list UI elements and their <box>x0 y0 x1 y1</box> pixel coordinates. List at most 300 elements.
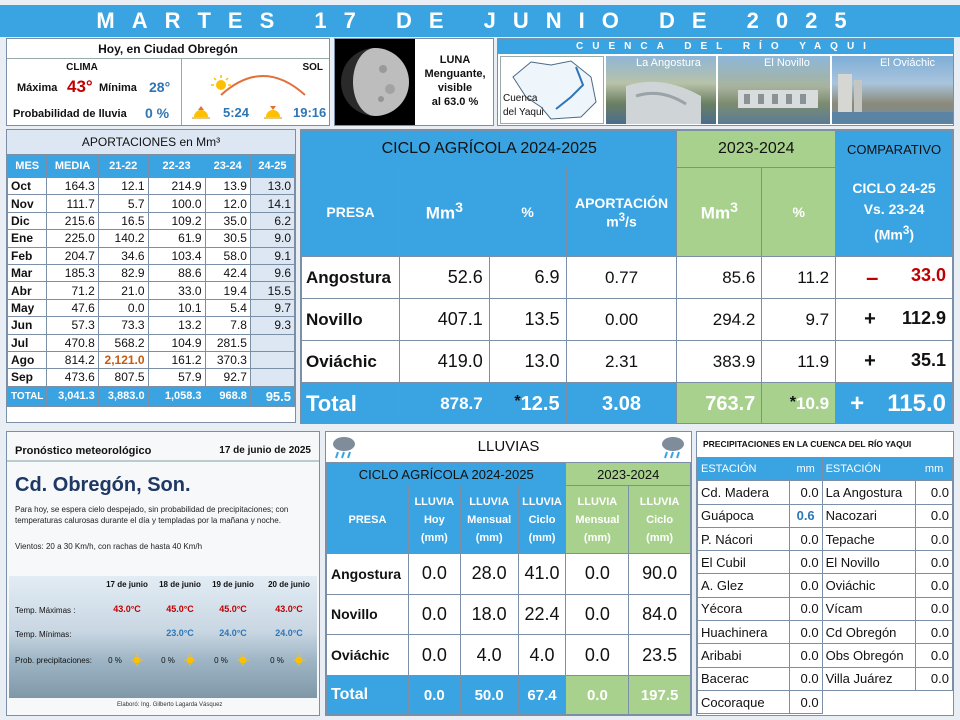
rain-total-cell: 0.0 <box>566 676 629 715</box>
forecast-day-label: 19 de junio <box>212 580 254 589</box>
inflows-cell <box>250 369 294 386</box>
sun-icon <box>184 654 196 666</box>
maxima-label: Máxima <box>17 82 58 94</box>
inflows-cell: 73.3 <box>98 317 148 334</box>
cycle-col-aport-unit: $m^3/s$ <box>606 210 637 230</box>
weather-section <box>7 59 182 125</box>
inflows-cell: 9.6 <box>250 264 294 281</box>
precip-row <box>698 644 953 667</box>
cycle-cell: 407.1 <box>399 299 489 341</box>
inflows-cell: 215.6 <box>47 212 98 229</box>
inflows-month: Nov <box>8 195 47 212</box>
inflows-row <box>8 264 295 281</box>
precip-station: El Novillo <box>822 551 916 574</box>
inflows-cell: 164.3 <box>47 178 98 195</box>
inflows-cell: 225.0 <box>47 230 98 247</box>
precip-title: PRECIPITACIONES EN LA CUENCA DEL RÍO YAQUI <box>703 439 912 449</box>
precip-row <box>698 481 953 504</box>
today-heading: Hoy, en Ciudad Obregón <box>7 39 329 59</box>
clima-label: CLIMA <box>66 62 98 73</box>
inflows-total-cell: 1,058.3 <box>148 386 205 406</box>
inflows-cell: 100.0 <box>148 195 205 212</box>
rain-prob-label: Probabilidad de lluvia <box>13 108 127 120</box>
inflows-cell: 35.0 <box>205 212 250 229</box>
inflows-cell: 161.2 <box>148 351 205 368</box>
inflows-cell: 473.6 <box>47 369 98 386</box>
comp-sign: – <box>866 264 879 290</box>
precip-station: Cd Obregón <box>822 621 916 644</box>
minima-label: Mínima <box>99 82 137 94</box>
inflows-row <box>8 178 295 195</box>
cycle-prev-title: 2023-2024 <box>677 131 836 168</box>
precip-station: La Angostura <box>822 481 916 504</box>
cycle-col-prev-pct: % <box>762 168 836 257</box>
inflows-cell: 185.3 <box>47 264 98 281</box>
inflows-row <box>8 351 295 368</box>
precip-value: 0.0 <box>789 597 822 620</box>
inflows-total-label: TOTAL <box>8 386 47 406</box>
inflows-total-cell: 968.8 <box>205 386 250 406</box>
moon-panel <box>334 38 494 126</box>
dam-novillo-label: El Novillo <box>764 57 810 69</box>
rain-cycle-current: CICLO AGRÍCOLA 2024-2025 <box>327 463 566 486</box>
comp-value: 35.1 <box>910 350 946 370</box>
precip-value: 0.0 <box>789 527 822 550</box>
precip-station: Huachinera <box>698 621 790 644</box>
inflows-total-cell: 3,883.0 <box>98 386 148 406</box>
rain-cycle-prev: 2023-2024 <box>566 463 691 486</box>
inflows-cell: 281.5 <box>205 334 250 351</box>
forecast-day-prob: 0 % <box>108 656 122 665</box>
basin-map <box>500 56 604 124</box>
inflows-cell: 6.2 <box>250 212 294 229</box>
precip-value: 0.0 <box>916 527 953 550</box>
sunset-icon <box>263 105 283 119</box>
rain-cell: 0.0 <box>566 635 629 676</box>
inflows-total-cell: 3,041.3 <box>47 386 98 406</box>
cycle-table <box>301 130 953 424</box>
inflows-cell: 71.2 <box>47 282 98 299</box>
basin-title: CUENCA DEL RÍO YAQUI <box>498 39 953 54</box>
cycle-cell: 11.2 <box>762 257 836 299</box>
rain-cell: 22.4 <box>518 594 566 635</box>
cycle-col-aport-label: APORTACIÓN <box>574 194 669 211</box>
cycle-total-prev-pct: 10.9 <box>796 394 830 413</box>
rain-col-mensual: LLUVIA Mensual (mm) <box>460 486 518 553</box>
basin-map-label-1: Cuenca <box>503 93 538 104</box>
cycle-col-comp-3: (Mm$^3$) <box>874 224 915 243</box>
forecast-day-label: 20 de junio <box>268 580 310 589</box>
forecast-wind: Vientos: 20 a 30 Km/h, con rachas de hasta 40 Km/h <box>15 542 203 551</box>
cycle-cell: 52.6 <box>399 257 489 299</box>
inflows-row <box>8 299 295 316</box>
precip-station: El Cubil <box>698 551 790 574</box>
inflows-cell: 9.1 <box>250 247 294 264</box>
cycle-cell: 2.31 <box>566 341 677 383</box>
inflows-total-cell: 95.5 <box>250 386 294 406</box>
inflows-cell: 92.7 <box>205 369 250 386</box>
cycle-total-label: Total <box>302 383 400 425</box>
rain-cell: 18.0 <box>460 594 518 635</box>
inflows-cell: 58.0 <box>205 247 250 264</box>
cycle-cell: 11.9 <box>762 341 836 383</box>
cycle-total-cell: *10.9 <box>762 383 836 425</box>
forecast-day-prob: 0 % <box>270 656 284 665</box>
precip-station: Nacozari <box>822 504 916 527</box>
inflows-cell: 2,121.0 <box>98 351 148 368</box>
forecast-day-max: 45.0°C <box>166 604 194 614</box>
precip-station: Guápoca <box>698 504 790 527</box>
precip-value: 0.0 <box>916 644 953 667</box>
inflows-cell: 13.0 <box>250 178 294 195</box>
forecast-day-max: 45.0°C <box>219 604 247 614</box>
rain-cell: 0.0 <box>408 594 460 635</box>
inflows-month: Jun <box>8 317 47 334</box>
precip-col-station: ESTACIÓN <box>698 458 790 481</box>
rain-cell: 28.0 <box>460 553 518 594</box>
rain-row <box>327 553 691 594</box>
rain-col-presa: PRESA <box>327 486 409 553</box>
precip-station: Tepache <box>822 527 916 550</box>
moon-text <box>417 53 493 109</box>
rain-panel <box>325 431 692 716</box>
rain-row-name: Novillo <box>327 594 409 635</box>
forecast-grid <box>9 576 317 698</box>
forecast-title: Pronóstico meteorológico <box>15 445 152 457</box>
inflows-cell: 13.9 <box>205 178 250 195</box>
rain-col-prev-mensual: LLUVIA Mensual (mm) <box>566 486 629 553</box>
inflows-header: 21-22 <box>98 155 148 178</box>
cycle-total-cell: 763.7 <box>677 383 762 425</box>
moon-label: LUNA <box>439 54 471 66</box>
precip-row <box>698 597 953 620</box>
cycle-cell: 383.9 <box>677 341 762 383</box>
precip-value: 0.0 <box>916 597 953 620</box>
inflows-month: Mar <box>8 264 47 281</box>
rain-cell: 4.0 <box>518 635 566 676</box>
precip-row <box>698 621 953 644</box>
inflows-cell: 13.2 <box>148 317 205 334</box>
rain-cloud-icon <box>330 433 358 461</box>
cycle-total-cell: 3.08 <box>566 383 677 425</box>
rain-prob-value: 0 % <box>145 105 170 121</box>
inflows-cell: 19.4 <box>205 282 250 299</box>
cycle-col-aport <box>566 168 677 257</box>
inflows-cell: 7.8 <box>205 317 250 334</box>
inflows-row <box>8 230 295 247</box>
inflows-month: Feb <box>8 247 47 264</box>
precip-station: Cocoraque <box>698 690 790 713</box>
rain-row <box>327 594 691 635</box>
cycle-comp-title: COMPARATIVO <box>836 131 953 168</box>
inflows-row <box>8 317 295 334</box>
sun-icon <box>293 654 305 666</box>
precip-station: Villa Juárez <box>822 667 916 690</box>
precip-value: 0.6 <box>789 504 822 527</box>
forecast-day-min: 24.0°C <box>219 628 247 638</box>
precip-value: 0.0 <box>916 667 953 690</box>
forecast-author: Elaboró: Ing. Gilberto Lagarda Vásquez <box>117 702 223 708</box>
rain-cell: 4.0 <box>460 635 518 676</box>
inflows-month: Jul <box>8 334 47 351</box>
cycle-cell: 294.2 <box>677 299 762 341</box>
cycle-total-pct: 12.5 <box>520 392 560 415</box>
cycle-cell: 85.6 <box>677 257 762 299</box>
maxima-value: 43° <box>67 77 93 96</box>
precip-value: 0.0 <box>916 481 953 504</box>
inflows-header: MEDIA <box>47 155 98 178</box>
precip-station: Vícam <box>822 597 916 620</box>
inflows-cell <box>250 334 294 351</box>
cycle-col-pct: % <box>489 168 566 257</box>
precip-row <box>698 504 953 527</box>
inflows-cell: 12.0 <box>205 195 250 212</box>
sunrise-time: 5:24 <box>223 105 250 120</box>
precip-station <box>822 690 916 713</box>
cycle-panel <box>300 129 954 424</box>
inflows-header: 23-24 <box>205 155 250 178</box>
inflows-cell: 9.0 <box>250 230 294 247</box>
inflows-cell: 214.9 <box>148 178 205 195</box>
inflows-row <box>8 247 295 264</box>
sunset-time: 19:16 <box>293 105 327 120</box>
rain-cloud-icon <box>659 433 687 461</box>
rain-cell: 84.0 <box>629 594 691 635</box>
inflows-cell: 14.1 <box>250 195 294 212</box>
rain-row-name: Angostura <box>327 553 409 594</box>
inflows-cell: 103.4 <box>148 247 205 264</box>
cycle-total-cell: 878.7 <box>399 383 489 425</box>
inflows-header: 24-25 <box>250 155 294 178</box>
forecast-text: Para hoy, se espera cielo despejado, sin probabilidad de precipitaciones; con temperaturas calurosas durante el día y templadas por la mañana y noche. <box>15 505 289 525</box>
comp-value: 115.0 <box>887 390 946 417</box>
inflows-month: Abr <box>8 282 47 299</box>
precip-value: 0.0 <box>789 690 822 713</box>
inflows-cell: 16.5 <box>98 212 148 229</box>
rain-cell: 0.0 <box>566 553 629 594</box>
comp-sign: + <box>864 308 876 330</box>
forecast-header <box>7 432 319 462</box>
precip-value: 0.0 <box>789 551 822 574</box>
dam-photo-angostura <box>606 56 716 124</box>
dam-angostura-label: La Angostura <box>636 57 701 69</box>
page-title: MARTES 17 DE JUNIO DE 2025 <box>0 5 960 37</box>
inflows-cell: 30.5 <box>205 230 250 247</box>
forecast-row-min: Temp. Mínimas: <box>15 630 72 639</box>
inflows-cell: 9.3 <box>250 317 294 334</box>
inflows-month: Ene <box>8 230 47 247</box>
comp-value: 33.0 <box>910 264 946 285</box>
comp-sign: + <box>864 350 876 372</box>
rain-cell: 41.0 <box>518 553 566 594</box>
rain-row <box>327 635 691 676</box>
rain-cell: 0.0 <box>408 635 460 676</box>
minima-value: 28° <box>149 79 171 95</box>
inflows-cell <box>250 351 294 368</box>
precip-value: 0.0 <box>789 644 822 667</box>
precip-station: Yécora <box>698 597 790 620</box>
moon-image <box>335 39 415 125</box>
moon-phase: Menguante, <box>424 68 486 80</box>
precip-station: P. Nácori <box>698 527 790 550</box>
rain-cell: 0.0 <box>408 553 460 594</box>
sun-icon <box>237 654 249 666</box>
inflows-cell: 5.7 <box>98 195 148 212</box>
inflows-cell: 12.1 <box>98 178 148 195</box>
cycle-col-comp <box>836 168 953 257</box>
cycle-col-prev-mm3: Mm$^3$ <box>677 168 762 257</box>
precip-value: 0.0 <box>789 481 822 504</box>
precip-value: 0.0 <box>916 574 953 597</box>
forecast-day-max: 43.0°C <box>113 604 141 614</box>
cycle-row-name: Oviáchic <box>302 341 400 383</box>
inflows-cell: 88.6 <box>148 264 205 281</box>
precip-station: Cd. Madera <box>698 481 790 504</box>
sol-label: SOL <box>302 62 323 73</box>
cycle-total-cell: *12.5 <box>489 383 566 425</box>
forecast-city: Cd. Obregón, Son. <box>15 474 191 496</box>
sun-section <box>183 59 329 125</box>
cycle-col-mm3: Mm$^3$ <box>399 168 489 257</box>
inflows-cell: 204.7 <box>47 247 98 264</box>
precip-value: 0.0 <box>789 574 822 597</box>
inflows-cell: 47.6 <box>47 299 98 316</box>
cycle-cell: 0.77 <box>566 257 677 299</box>
dam-photo-oviachic <box>832 56 953 124</box>
inflows-cell: 9.7 <box>250 299 294 316</box>
dam-oviachic-label: El Oviáchic <box>880 57 936 69</box>
cycle-row-name: Angostura <box>302 257 400 299</box>
inflows-cell: 34.6 <box>98 247 148 264</box>
moon-visible: visible <box>437 82 473 94</box>
forecast-day-prob: 0 % <box>214 656 228 665</box>
rain-cell: 90.0 <box>629 553 691 594</box>
inflows-row <box>8 282 295 299</box>
inflows-row <box>8 212 295 229</box>
cycle-cell: 9.7 <box>762 299 836 341</box>
precip-value: 0.0 <box>916 621 953 644</box>
precip-station: Obs Obregón <box>822 644 916 667</box>
inflows-cell: 111.7 <box>47 195 98 212</box>
inflows-month: Sep <box>8 369 47 386</box>
rain-header <box>326 432 691 462</box>
rain-col-ciclo: LLUVIA Ciclo (mm) <box>518 486 566 553</box>
inflows-cell: 568.2 <box>98 334 148 351</box>
inflows-row <box>8 369 295 386</box>
precip-row <box>698 690 953 713</box>
rain-row-name: Oviáchic <box>327 635 409 676</box>
forecast-day-prob: 0 % <box>161 656 175 665</box>
cycle-cell: 13.0 <box>489 341 566 383</box>
inflows-cell: 10.1 <box>148 299 205 316</box>
inflows-cell: 57.9 <box>148 369 205 386</box>
rain-cell: 0.0 <box>566 594 629 635</box>
sunrise-icon <box>191 105 211 119</box>
precip-station: Oviáchic <box>822 574 916 597</box>
moon-percent: al 63.0 % <box>431 96 479 108</box>
precip-col-mm: mm <box>916 458 953 481</box>
rain-total-cell: 197.5 <box>629 676 691 715</box>
inflows-header: MES <box>8 155 47 178</box>
forecast-day-max: 43.0°C <box>275 604 303 614</box>
precip-value: 0.0 <box>789 621 822 644</box>
inflows-row <box>8 334 295 351</box>
inflows-cell: 57.3 <box>47 317 98 334</box>
cycle-cell: 0.00 <box>566 299 677 341</box>
inflows-cell: 109.2 <box>148 212 205 229</box>
precip-panel <box>696 431 954 716</box>
cycle-total-comp <box>836 383 953 425</box>
inflows-cell: 807.5 <box>98 369 148 386</box>
rain-total-cell: 0.0 <box>408 676 460 715</box>
inflows-cell: 82.9 <box>98 264 148 281</box>
precip-col-station: ESTACIÓN <box>822 458 916 481</box>
cycle-cell: 6.9 <box>489 257 566 299</box>
precip-row <box>698 551 953 574</box>
inflows-cell: 0.0 <box>98 299 148 316</box>
cycle-cell: 419.0 <box>399 341 489 383</box>
precip-col-mm: mm <box>789 458 822 481</box>
precip-row <box>698 574 953 597</box>
basin-panel <box>497 38 954 126</box>
cycle-comp-cell <box>836 299 953 341</box>
inflows-month: Ago <box>8 351 47 368</box>
basin-map-label-2: del Yaqui <box>503 107 544 118</box>
cycle-comp-cell <box>836 341 953 383</box>
cycle-cell: 13.5 <box>489 299 566 341</box>
inflows-panel <box>6 129 296 423</box>
inflows-cell: 15.5 <box>250 282 294 299</box>
precip-row <box>698 667 953 690</box>
rain-table <box>326 462 691 715</box>
inflows-header: 22-23 <box>148 155 205 178</box>
today-panel <box>6 38 330 126</box>
cycle-col-comp-2: Vs. 23-24 <box>863 201 925 218</box>
rain-title: LLUVIAS <box>477 438 540 455</box>
inflows-cell: 104.9 <box>148 334 205 351</box>
precip-row <box>698 527 953 550</box>
inflows-cell: 21.0 <box>98 282 148 299</box>
forecast-day-label: 17 de junio <box>106 580 148 589</box>
forecast-panel <box>6 431 320 716</box>
inflows-table <box>7 154 295 407</box>
precip-value: 0.0 <box>916 504 953 527</box>
inflows-cell: 140.2 <box>98 230 148 247</box>
cycle-col-comp-1: CICLO 24-25 <box>852 180 936 197</box>
precip-station: Bacerac <box>698 667 790 690</box>
precip-station: A. Glez <box>698 574 790 597</box>
forecast-row-prob: Prob. precipitaciones: <box>15 656 92 665</box>
forecast-day-min: 24.0°C <box>275 628 303 638</box>
cycle-row-name: Novillo <box>302 299 400 341</box>
precip-station: Aribabi <box>698 644 790 667</box>
inflows-month: May <box>8 299 47 316</box>
precip-value: 0.0 <box>789 667 822 690</box>
inflows-title: APORTACIONES en Mm³ <box>7 130 295 154</box>
inflows-month: Oct <box>8 178 47 195</box>
rain-col-prev-ciclo: LLUVIA Ciclo (mm) <box>629 486 691 553</box>
rain-cell: 23.5 <box>629 635 691 676</box>
cycle-current-title: CICLO AGRÍCOLA 2024-2025 <box>302 131 677 168</box>
comp-value: 112.9 <box>901 308 946 328</box>
comp-sign: + <box>850 390 865 417</box>
precip-value <box>916 690 953 713</box>
forecast-day-min: 23.0°C <box>166 628 194 638</box>
inflows-cell: 814.2 <box>47 351 98 368</box>
sun-icon <box>131 654 143 666</box>
inflows-cell: 5.4 <box>205 299 250 316</box>
inflows-month: Dic <box>8 212 47 229</box>
